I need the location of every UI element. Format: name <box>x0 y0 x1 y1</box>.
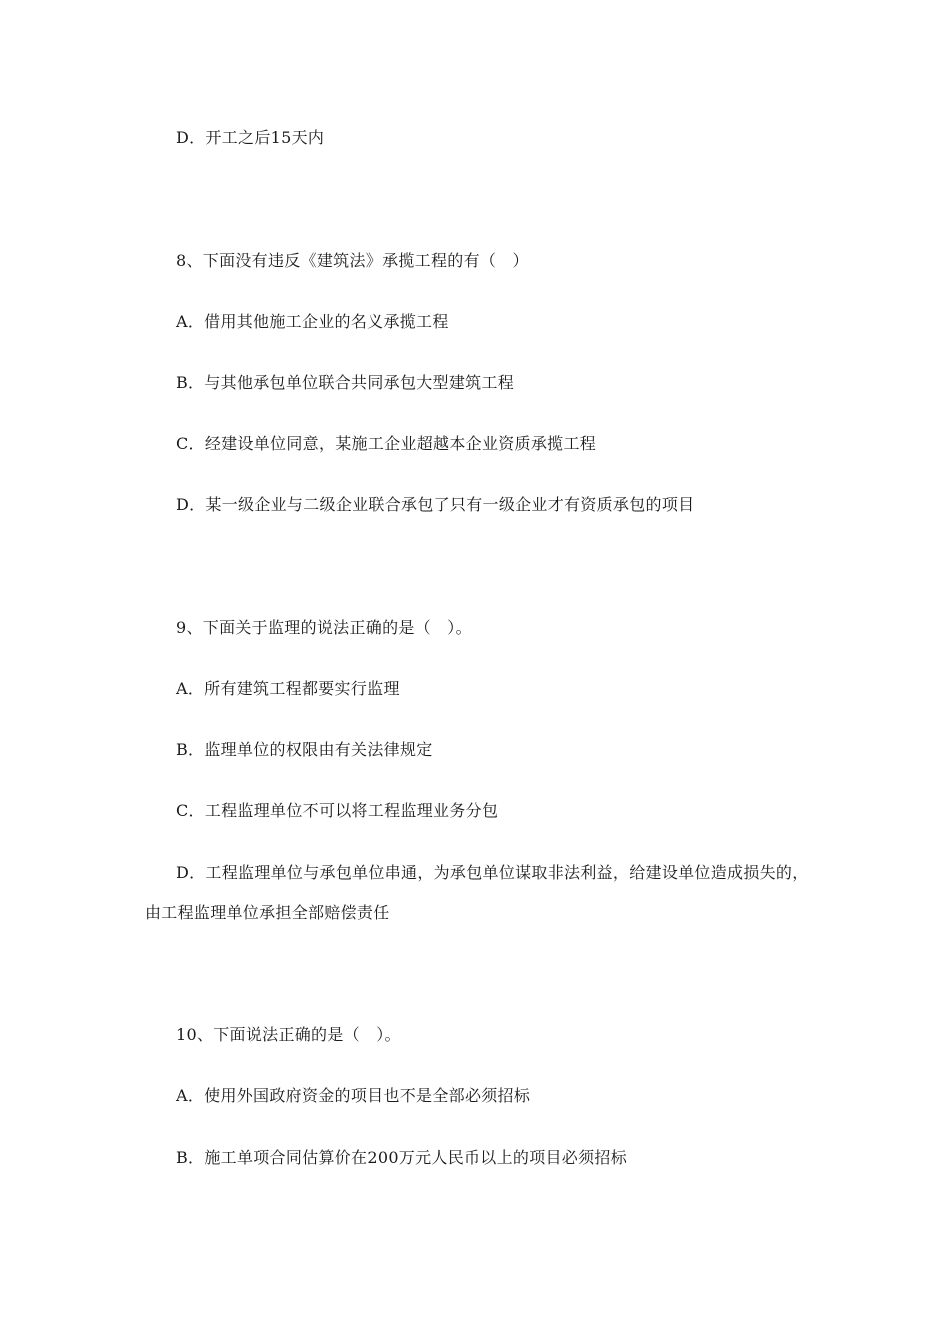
q8-option-c: C．经建设单位同意，某施工企业超越本企业资质承揽工程 <box>176 434 597 453</box>
q7-option-d: D．开工之后15天内 <box>176 128 325 147</box>
q9-option-d-line2: 由工程监理单位承担全部赔偿责任 <box>145 903 390 922</box>
q9-option-b: B．监理单位的权限由有关法律规定 <box>176 740 433 759</box>
q9-stem: 9、下面关于监理的说法正确的是（ ）。 <box>176 618 472 637</box>
q9-option-d-line1: D．工程监理单位与承包单位串通，为承包单位谋取非法利益，给建设单位造成损失的， <box>176 863 809 882</box>
q9-option-a: A．所有建筑工程都要实行监理 <box>176 679 400 698</box>
q10-option-b: B．施工单项合同估算价在200万元人民币以上的项目必须招标 <box>176 1148 627 1167</box>
q8-stem: 8、下面没有违反《建筑法》承揽工程的有（ ） <box>176 251 529 270</box>
q8-option-b: B．与其他承包单位联合共同承包大型建筑工程 <box>176 373 515 392</box>
q9-option-c: C．工程监理单位不可以将工程监理业务分包 <box>176 801 499 820</box>
q8-option-a: A．借用其他施工企业的名义承揽工程 <box>176 312 449 331</box>
q10-stem: 10、下面说法正确的是（ ）。 <box>176 1025 401 1044</box>
q8-option-d: D．某一级企业与二级企业联合承包了只有一级企业才有资质承包的项目 <box>176 495 695 514</box>
q10-option-a: A．使用外国政府资金的项目也不是全部必须招标 <box>176 1086 531 1105</box>
